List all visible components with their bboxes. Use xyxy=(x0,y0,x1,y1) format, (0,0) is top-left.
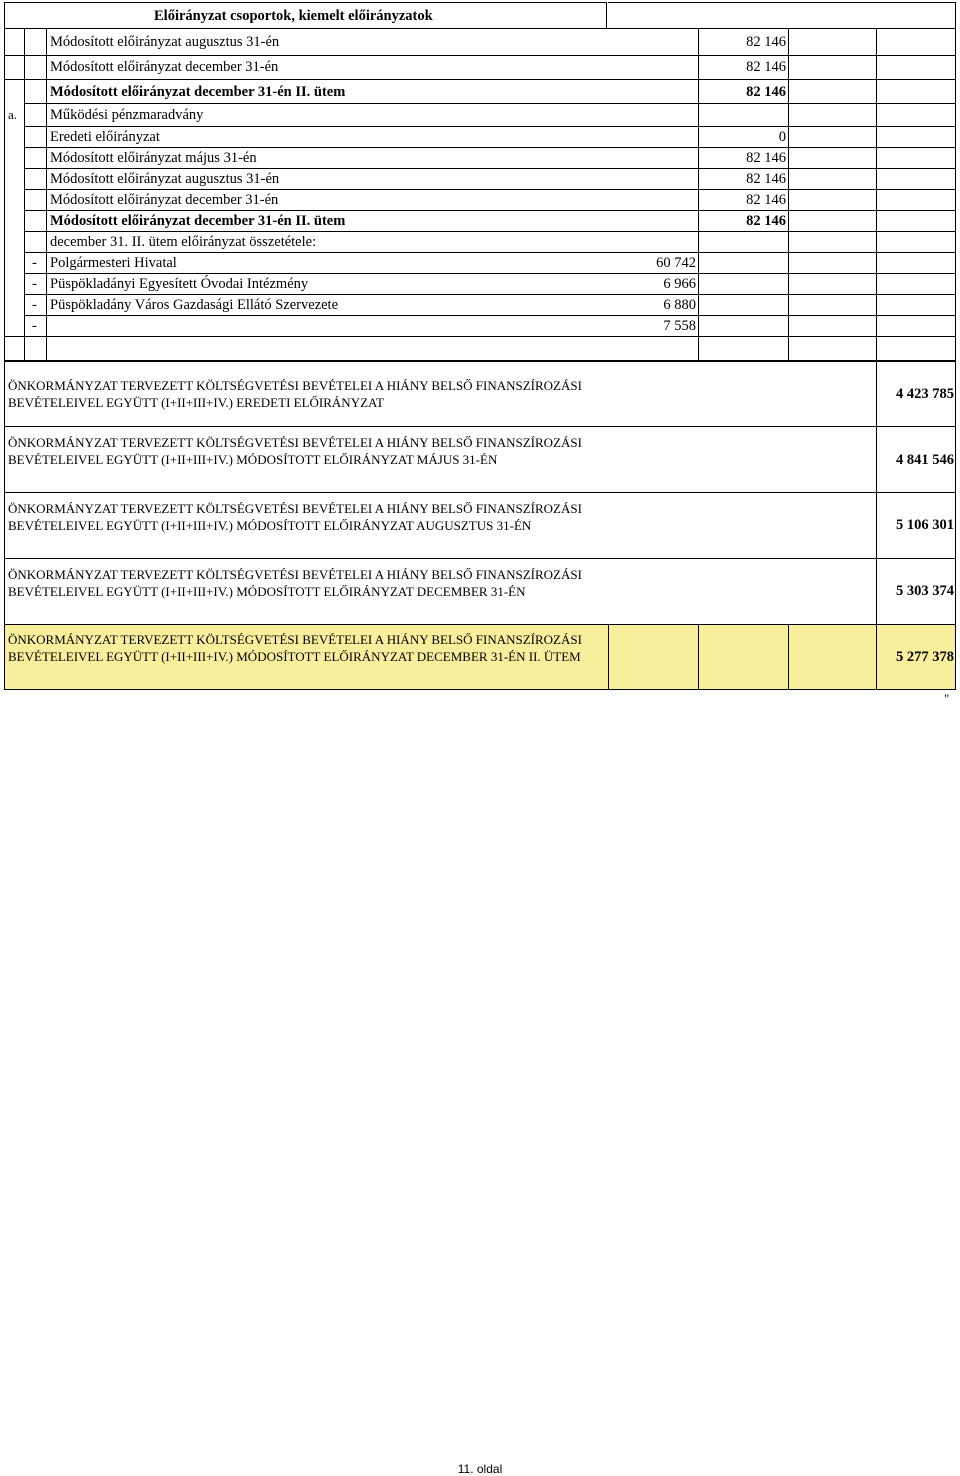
row-value: 82 146 xyxy=(746,59,786,75)
row-label: Módosított előirányzat december 31-én II. ütem xyxy=(50,213,346,229)
row-value: 82 146 xyxy=(746,150,786,166)
row-label: Módosított előirányzat augusztus 31-én xyxy=(50,34,280,50)
row-value: 82 146 xyxy=(746,213,786,229)
item-dash: - xyxy=(32,255,37,271)
item-label: Polgármesteri Hivatal xyxy=(50,255,177,271)
item-value: 6 880 xyxy=(663,297,696,313)
row-label: Működési pénzmaradvány xyxy=(50,107,204,123)
summary-value: 5 277 378 xyxy=(896,649,954,665)
item-label: Püspökladány Város Gazdasági Ellátó Szervezete xyxy=(50,297,339,313)
row-label: Módosított előirányzat december 31-én xyxy=(50,59,279,75)
row-label: Módosított előirányzat május 31-én xyxy=(50,150,257,166)
item-dash: - xyxy=(32,276,37,292)
page-number: 11. oldal xyxy=(457,1462,503,1476)
row-label: Módosított előirányzat december 31-én II. ütem xyxy=(50,84,346,100)
row-prefix: a. xyxy=(8,107,18,122)
end-mark: " xyxy=(944,691,950,706)
summary-label: ÖNKORMÁNYZAT TERVEZETT KÖLTSÉGVETÉSI BEVÉTELEI A HIÁNY BELSŐ FINANSZÍROZÁSI BEVÉTELEIVEL EGYÜTT (I+II+III+IV.) MÓDOSÍTOTT ELŐIRÁNYZAT DECEMBER 31-ÉN xyxy=(8,567,582,599)
row-value: 82 146 xyxy=(746,34,786,50)
item-dash: - xyxy=(32,297,37,313)
row-label: Módosított előirányzat augusztus 31-én xyxy=(50,171,280,187)
header-title: Előirányzat csoportok, kiemelt előirányzatok xyxy=(154,8,433,24)
row-value: 82 146 xyxy=(746,192,786,208)
item-dash: - xyxy=(32,318,37,334)
summary-label: ÖNKORMÁNYZAT TERVEZETT KÖLTSÉGVETÉSI BEVÉTELEI A HIÁNY BELSŐ FINANSZÍROZÁSI BEVÉTELEIVEL EGYÜTT (I+II+III+IV.) EREDETI ELŐIRÁNYZAT xyxy=(8,378,582,410)
summary-value: 4 423 785 xyxy=(896,386,954,402)
row-label: Eredeti előirányzat xyxy=(50,129,160,145)
row-label: Módosított előirányzat december 31-én xyxy=(50,192,279,208)
row-value: 82 146 xyxy=(746,84,786,100)
summary-value: 5 106 301 xyxy=(896,517,954,533)
row-value: 82 146 xyxy=(746,171,786,187)
summary-label: ÖNKORMÁNYZAT TERVEZETT KÖLTSÉGVETÉSI BEVÉTELEI A HIÁNY BELSŐ FINANSZÍROZÁSI BEVÉTELEIVEL EGYÜTT (I+II+III+IV.) MÓDOSÍTOTT ELŐIRÁNYZAT DECEMBER 31-ÉN II. ÜTEM xyxy=(8,632,582,664)
item-value: 7 558 xyxy=(663,318,696,334)
summary-value: 5 303 374 xyxy=(896,583,954,599)
item-label: Püspökladányi Egyesített Óvodai Intézmény xyxy=(50,276,309,292)
summary-label: ÖNKORMÁNYZAT TERVEZETT KÖLTSÉGVETÉSI BEVÉTELEI A HIÁNY BELSŐ FINANSZÍROZÁSI BEVÉTELEIVEL EGYÜTT (I+II+III+IV.) MÓDOSÍTOTT ELŐIRÁNYZAT AUGUSZTUS 31-ÉN xyxy=(8,501,582,533)
row-value: 0 xyxy=(778,129,786,145)
item-value: 6 966 xyxy=(663,276,696,292)
item-value: 60 742 xyxy=(656,255,696,271)
summary-label: ÖNKORMÁNYZAT TERVEZETT KÖLTSÉGVETÉSI BEVÉTELEI A HIÁNY BELSŐ FINANSZÍROZÁSI BEVÉTELEIVEL EGYÜTT (I+II+III+IV.) MÓDOSÍTOTT ELŐIRÁNYZAT MÁJUS 31-ÉN xyxy=(8,435,582,467)
composition-title: december 31. II. ütem előirányzat összetétele: xyxy=(50,234,317,250)
summary-value: 4 841 546 xyxy=(896,452,954,468)
